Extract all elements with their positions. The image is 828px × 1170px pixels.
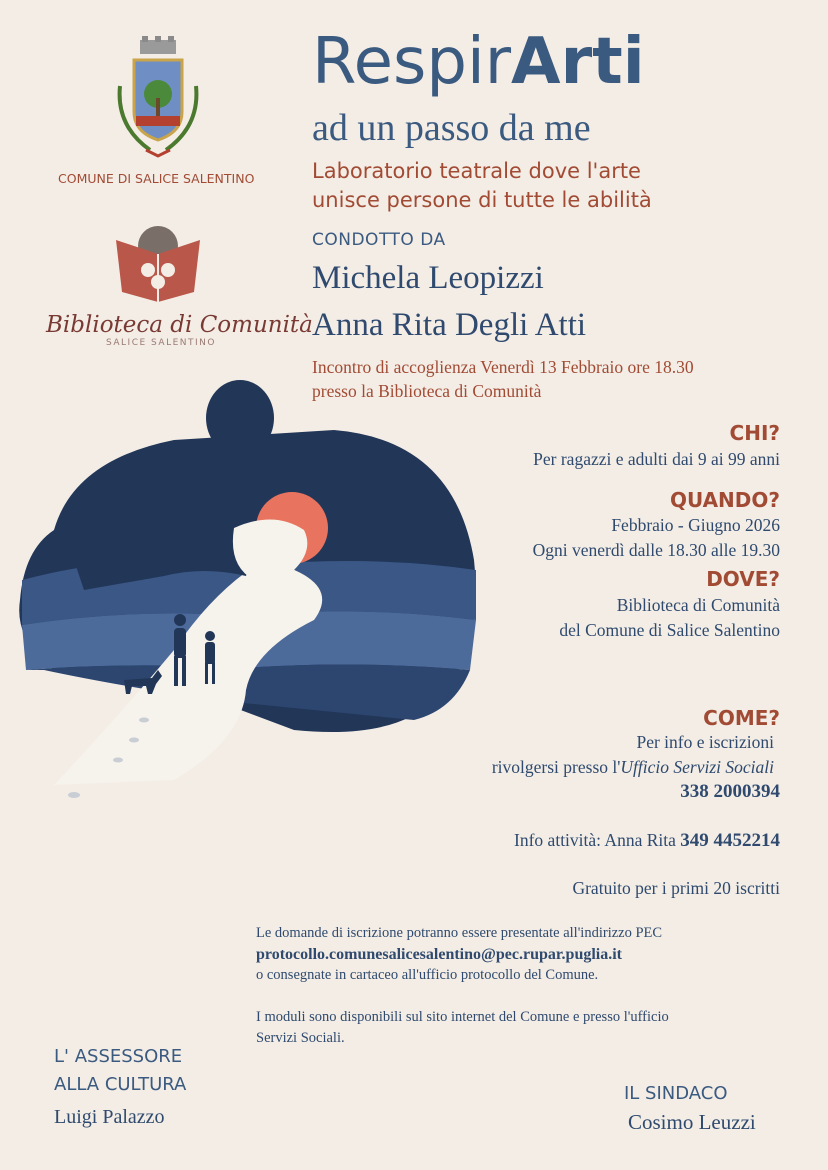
chi-text: Per ragazzi e adulti dai 9 ai 99 anni — [533, 449, 780, 469]
come-line1: Per info e iscrizioni — [636, 732, 774, 752]
assessore-name: Luigi Palazzo — [54, 1106, 165, 1128]
moduli-line2: Servizi Sociali. — [256, 1030, 345, 1046]
dove-heading: DOVE? — [706, 567, 780, 591]
comune-crest-icon — [110, 36, 206, 162]
embrace-illustration — [14, 380, 484, 800]
quando-time: Ogni venerdì dalle 18.30 alle 19.30 — [532, 540, 780, 560]
event-title: RespirArti — [312, 25, 645, 99]
chi-heading: CHI? — [729, 421, 780, 445]
meeting-info-line2: presso la Biblioteca di Comunità — [312, 381, 542, 401]
leader-name-2: Anna Rita Degli Atti — [312, 307, 587, 343]
sindaco-name: Cosimo Leuzzi — [628, 1110, 756, 1134]
comune-label: COMUNE DI SALICE SALENTINO — [58, 171, 255, 186]
pec-address: protocollo.comunesalicesalentino@pec.rupar.puglia.it — [256, 946, 622, 963]
meeting-info-line1: Incontro di accoglienza Venerdì 13 Febbraio ore 18.30 — [312, 357, 694, 377]
info-phone: 349 4452214 — [680, 830, 780, 851]
moduli-line1: I moduli sono disponibili sul sito internet del Comune e presso l'ufficio — [256, 1009, 669, 1025]
dove-line2: del Comune di Salice Salentino — [559, 620, 780, 640]
dove-line1: Biblioteca di Comunità — [616, 595, 780, 615]
assessore-label-line1: L' ASSESSORE — [54, 1046, 183, 1067]
leader-name-1: Michela Leopizzi — [312, 260, 544, 296]
book-leaf-icon — [112, 220, 204, 306]
notes-line1: Le domande di iscrizione potranno essere presentate all'indirizzo PEC — [256, 925, 663, 941]
come-phone: 338 2000394 — [680, 781, 780, 802]
notes-line3: o consegnate in cartaceo all'ufficio protocollo del Comune. — [256, 967, 599, 983]
info-line: Info attività: Anna Rita 349 4452214 — [514, 830, 780, 851]
notes-block — [256, 923, 796, 1049]
come-line2: rivolgersi presso l'Ufficio Servizi Sociali — [491, 757, 774, 777]
event-tagline: Laboratorio teatrale dove l'arte unisce persone di tutte le abilità — [312, 159, 652, 212]
come-heading: COME? — [703, 706, 780, 730]
quando-heading: QUANDO? — [669, 488, 780, 512]
sindaco-label: IL SINDACO — [624, 1083, 728, 1104]
conducted-label: CONDOTTO DA — [312, 230, 446, 250]
assessore-label-line2: ALLA CULTURA — [54, 1074, 187, 1095]
quando-dates: Febbraio - Giugno 2026 — [611, 515, 780, 535]
event-subtitle: ad un passo da me — [312, 107, 591, 149]
biblioteca-subtitle: SALICE SALENTINO — [106, 338, 216, 348]
biblioteca-name: Biblioteca di Comunità — [46, 312, 313, 338]
free-note: Gratuito per i primi 20 iscritti — [572, 878, 780, 898]
